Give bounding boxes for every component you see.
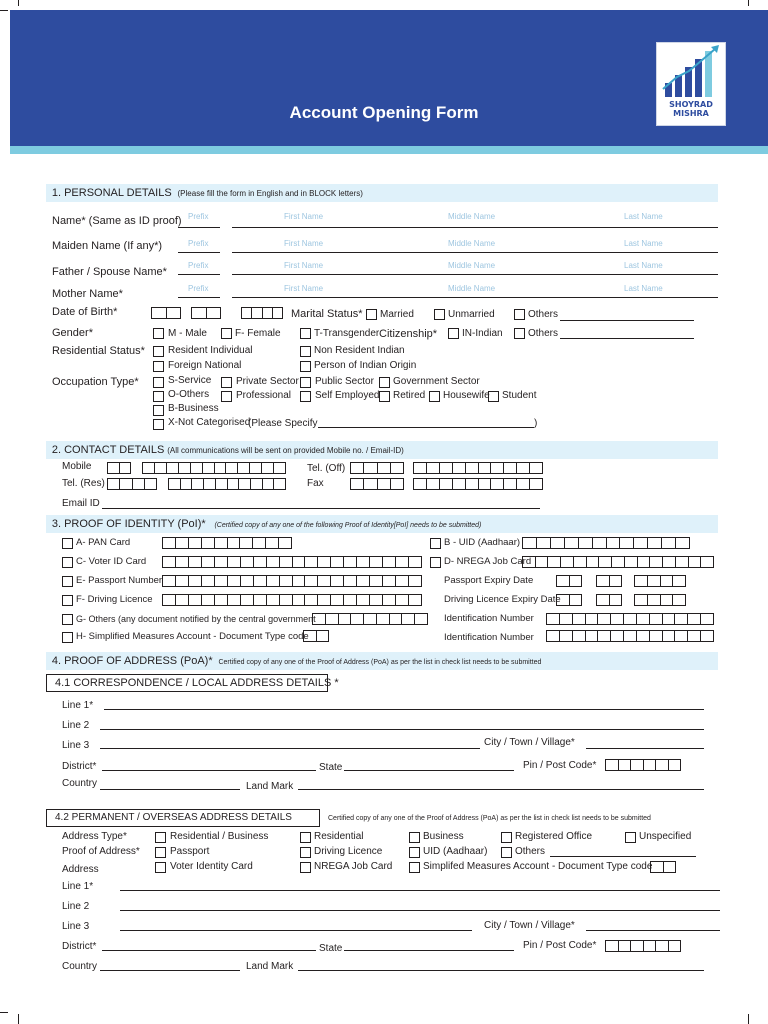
public-sector-label: Public Sector — [315, 376, 374, 387]
section-heading: 1. PERSONAL DETAILS — [51, 187, 172, 199]
company-logo — [656, 42, 726, 126]
housewife-label: Housewife — [443, 390, 490, 401]
unmarried-label: Unmarried — [448, 309, 495, 320]
student-label: Student — [502, 390, 537, 401]
indian-checkbox[interactable] — [448, 328, 459, 339]
driving-licence-boxes[interactable] — [162, 594, 422, 606]
country-input[interactable] — [100, 789, 240, 790]
last-name-placeholder: Last Name — [624, 212, 663, 221]
voter-addr-label: Voter Identity Card — [170, 861, 253, 872]
others-addr-checkbox[interactable] — [501, 847, 512, 858]
dl-expiry-year[interactable] — [634, 594, 686, 606]
nrega-boxes[interactable] — [522, 556, 714, 568]
citizenship-others-checkbox[interactable] — [514, 328, 525, 339]
close-paren: ) — [534, 418, 538, 429]
student-checkbox[interactable] — [488, 391, 499, 402]
perm-line2-label: Line 2 — [62, 901, 90, 912]
last-name-placeholder: Last Name — [624, 239, 663, 248]
res-business-label: Residential / Business — [170, 831, 269, 842]
crop-mark — [0, 1012, 8, 1013]
passport-addr-label: Passport — [170, 846, 210, 857]
foreign-national-label: Foreign National — [168, 360, 242, 371]
residential-checkbox[interactable] — [300, 832, 311, 843]
not-categorised-checkbox[interactable] — [153, 419, 164, 430]
tel-res-number-boxes[interactable] — [168, 478, 286, 490]
landmark-input[interactable] — [298, 789, 704, 790]
svg-text:SHOYRAD: SHOYRAD — [669, 100, 713, 109]
res-business-checkbox[interactable] — [155, 832, 166, 843]
government-sector-checkbox[interactable] — [379, 377, 390, 388]
mobile-label: Mobile — [62, 461, 92, 472]
male-label: M - Male — [168, 328, 207, 339]
passport-expiry-day[interactable] — [556, 575, 582, 587]
identification-number-label: Identification Number — [444, 613, 534, 624]
marital-status-label: Marital Status* — [291, 308, 363, 320]
prefix-line[interactable] — [178, 297, 220, 298]
simplified-addr-code-boxes[interactable] — [650, 861, 676, 873]
business-checkbox[interactable] — [153, 405, 164, 416]
svg-text:MISHRA: MISHRA — [673, 109, 709, 118]
dob-day-boxes[interactable] — [151, 307, 181, 319]
nrega-label: D- NREGA Job Card — [444, 556, 532, 567]
country-label: Country — [62, 778, 98, 789]
first-name-placeholder: First Name — [284, 239, 324, 248]
citizenship-others-label: Others — [528, 328, 559, 339]
passport-addr-checkbox[interactable] — [155, 847, 166, 858]
others-addr-label: Others — [515, 846, 546, 857]
middle-name-placeholder: Middle Name — [448, 239, 496, 248]
mobile-number-boxes[interactable] — [142, 462, 286, 474]
marital-others-checkbox[interactable] — [514, 309, 525, 320]
dl-expiry-label: Driving Licence Expiry Date — [444, 594, 561, 605]
perm-landmark-label: Land Mark — [246, 961, 294, 972]
crop-mark — [0, 10, 8, 11]
passport-number-label: E- Passport Number — [76, 575, 163, 586]
others-occupation-label: O-Others — [168, 389, 210, 400]
occupation-label: Occupation Type* — [52, 376, 139, 388]
other-doc-label: G- Others (any document notified by the central government — [76, 614, 316, 624]
nrega-checkbox[interactable] — [430, 557, 441, 568]
male-checkbox[interactable] — [153, 328, 164, 339]
line1-label: Line 1* — [62, 700, 94, 711]
passport-expiry-label: Passport Expiry Date — [444, 575, 534, 586]
resident-individual-label: Resident Individual — [168, 345, 253, 356]
pan-boxes[interactable] — [162, 537, 292, 549]
prefix-line[interactable] — [178, 252, 220, 253]
fax-number-boxes[interactable] — [413, 478, 543, 490]
service-checkbox[interactable] — [153, 377, 164, 388]
uid-boxes[interactable] — [522, 537, 690, 549]
line2-label: Line 2 — [62, 720, 90, 731]
self-employed-label: Self Employed — [315, 390, 380, 401]
professional-label: Professional — [236, 390, 292, 401]
transgender-checkbox[interactable] — [300, 328, 311, 339]
crop-mark — [18, 1014, 19, 1024]
section-note: Certified copy of any one of the Proof of Address (PoA) as per the list in check list needs to be submitted — [218, 659, 542, 666]
perm-line1-input[interactable] — [120, 890, 720, 891]
last-name-placeholder: Last Name — [624, 261, 663, 270]
identification-number-boxes[interactable] — [546, 613, 714, 625]
perm-line2-input[interactable] — [120, 910, 720, 911]
nrega-addr-label: NREGA Job Card — [314, 861, 393, 872]
female-label: F- Female — [235, 328, 281, 339]
marital-others-label: Others — [528, 309, 559, 320]
retired-label: Retired — [393, 390, 426, 401]
correspondence-address-heading: 4.1 CORRESPONDENCE / LOCAL ADDRESS DETAILS * — [46, 674, 328, 692]
business-label: B-Business — [168, 403, 219, 414]
simplified-addr-label: Simplifed Measures Account - Document Type code — [423, 861, 653, 872]
maiden-name-label: Maiden Name (If any*) — [52, 240, 163, 252]
public-sector-checkbox[interactable] — [300, 377, 311, 388]
poa-note: Certified copy of any one of the Proof of Address (PoA) as per the list in check list needs to be submitted — [328, 815, 651, 822]
pin-label: Pin / Post Code* — [523, 760, 597, 771]
last-name-placeholder: Last Name — [624, 284, 663, 293]
prefix-placeholder: Prefix — [188, 239, 209, 248]
professional-checkbox[interactable] — [221, 391, 232, 402]
married-label: Married — [380, 309, 414, 320]
voter-id-label: C- Voter ID Card — [76, 556, 147, 567]
line3-input[interactable] — [100, 748, 480, 749]
crop-mark — [748, 1014, 749, 1024]
father-spouse-label: Father / Spouse Name* — [52, 266, 167, 278]
email-line[interactable] — [102, 508, 540, 509]
tel-res-code-boxes[interactable] — [107, 478, 157, 490]
pio-checkbox[interactable] — [300, 361, 311, 372]
pan-checkbox[interactable] — [62, 538, 73, 549]
citizenship-label: Citizenship* — [379, 328, 438, 340]
middle-name-placeholder: Middle Name — [448, 261, 496, 270]
email-label: Email ID — [62, 498, 100, 509]
permanent-address-heading: 4.2 PERMANENT / OVERSEAS ADDRESS DETAILS — [46, 809, 320, 827]
crop-mark — [748, 0, 749, 6]
nri-label: Non Resident Indian — [314, 345, 405, 356]
uid-checkbox[interactable] — [430, 538, 441, 549]
voter-addr-checkbox[interactable] — [155, 862, 166, 873]
resident-individual-checkbox[interactable] — [153, 346, 164, 357]
driving-licence-checkbox[interactable] — [62, 595, 73, 606]
married-checkbox[interactable] — [366, 309, 377, 320]
landmark-label: Land Mark — [246, 781, 294, 792]
name-label: Name* (Same as ID proof) — [52, 215, 182, 227]
first-name-placeholder: First Name — [284, 261, 324, 270]
business-addr-label: Business — [423, 831, 464, 842]
line3-label: Line 3 — [62, 740, 90, 751]
tel-off-number-boxes[interactable] — [413, 462, 543, 474]
transgender-label: T-Transgender — [314, 328, 380, 339]
gender-label: Gender* — [52, 327, 93, 339]
dob-year-boxes[interactable] — [241, 307, 283, 319]
perm-line1-label: Line 1* — [62, 881, 94, 892]
perm-district-input[interactable] — [102, 950, 316, 951]
name-line[interactable] — [232, 297, 718, 298]
other-doc-checkbox[interactable] — [62, 614, 73, 625]
header-banner — [10, 10, 768, 146]
pin-boxes[interactable] — [605, 759, 681, 771]
section-personal-details — [46, 184, 718, 202]
dl-addr-label: Driving Licence — [314, 846, 383, 857]
unspecified-checkbox[interactable] — [625, 832, 636, 843]
line2-input[interactable] — [100, 729, 704, 730]
simplified-label: H- Simplified Measures Account - Document Type code — [76, 631, 309, 642]
perm-state-label: State — [319, 943, 343, 954]
mother-name-label: Mother Name* — [52, 288, 123, 300]
name-line[interactable] — [232, 227, 718, 228]
perm-landmark-input[interactable] — [298, 970, 704, 971]
simplified-code-boxes[interactable] — [303, 630, 329, 642]
residential-status-label: Residential Status* — [52, 345, 145, 357]
state-input[interactable] — [344, 770, 514, 771]
voter-id-boxes[interactable] — [162, 556, 422, 568]
uid-addr-checkbox[interactable] — [409, 847, 420, 858]
middle-name-placeholder: Middle Name — [448, 212, 496, 221]
passport-boxes[interactable] — [162, 575, 422, 587]
driving-licence-label: F- Driving Licence — [76, 594, 153, 605]
poa-label: Proof of Address* — [62, 846, 140, 857]
perm-country-input[interactable] — [100, 970, 240, 971]
name-line[interactable] — [232, 252, 718, 253]
form-title: Account Opening Form — [289, 103, 479, 122]
city-label: City / Town / Village* — [484, 737, 575, 748]
dob-month-boxes[interactable] — [191, 307, 221, 319]
perm-city-label: City / Town / Village* — [484, 920, 575, 931]
middle-name-placeholder: Middle Name — [448, 284, 496, 293]
perm-city-input[interactable] — [586, 930, 720, 931]
other-doc-code-boxes[interactable] — [312, 613, 428, 625]
government-sector-label: Government Sector — [393, 376, 480, 387]
district-input[interactable] — [102, 770, 316, 771]
crop-mark — [18, 0, 19, 6]
section-contact-details — [46, 441, 718, 459]
state-label: State — [319, 762, 343, 773]
indian-label: IN-Indian — [462, 328, 503, 339]
registered-office-checkbox[interactable] — [501, 832, 512, 843]
retired-checkbox[interactable] — [379, 391, 390, 402]
simplified-addr-checkbox[interactable] — [409, 862, 420, 873]
prefix-line[interactable] — [178, 274, 220, 275]
passport-expiry-year[interactable] — [634, 575, 686, 587]
identification-number-boxes[interactable] — [546, 630, 714, 642]
city-input[interactable] — [586, 748, 704, 749]
section-heading: 4. PROOF OF ADDRESS (PoA)* — [51, 655, 213, 667]
header-stripe — [10, 146, 768, 154]
prefix-line[interactable] — [178, 227, 220, 228]
registered-office-label: Registered Office — [515, 831, 593, 842]
prefix-placeholder: Prefix — [188, 284, 209, 293]
section-proof-of-identity — [46, 515, 718, 533]
passport-checkbox[interactable] — [62, 576, 73, 587]
perm-district-label: District* — [62, 941, 97, 952]
section-heading: 3. PROOF OF IDENTITY (PoI)* — [51, 518, 206, 530]
tel-off-code-boxes[interactable] — [350, 462, 404, 474]
identification-number-label: Identification Number — [444, 632, 534, 643]
unspecified-label: Unspecified — [639, 831, 692, 842]
name-line[interactable] — [232, 274, 718, 275]
tel-res-label: Tel. (Res) — [62, 478, 105, 489]
dl-addr-checkbox[interactable] — [300, 847, 311, 858]
unmarried-checkbox[interactable] — [434, 309, 445, 320]
mobile-code-boxes[interactable] — [107, 462, 131, 474]
line1-input[interactable] — [104, 709, 704, 710]
section-note: (Please fill the form in English and in BLOCK letters) — [177, 189, 363, 198]
passport-expiry-month[interactable] — [596, 575, 622, 587]
perm-country-label: Country — [62, 961, 98, 972]
section-heading: 2. CONTACT DETAILS — [51, 444, 165, 456]
marital-others-line[interactable] — [560, 320, 694, 321]
business-addr-checkbox[interactable] — [409, 832, 420, 843]
perm-pin-label: Pin / Post Code* — [523, 940, 597, 951]
section-note: (All communications will be sent on provided Mobile no. / Email-ID) — [167, 446, 404, 455]
address-label: Address — [62, 864, 99, 875]
first-name-placeholder: First Name — [284, 212, 324, 221]
dl-expiry-day[interactable] — [556, 594, 582, 606]
prefix-placeholder: Prefix — [188, 261, 209, 270]
voter-id-checkbox[interactable] — [62, 557, 73, 568]
pio-label: Person of Indian Origin — [314, 360, 417, 371]
private-sector-label: Private Sector — [236, 376, 299, 387]
section-note: (Certified copy of any one of the following Proof of Identity[PoI] needs to be submitted) — [214, 522, 482, 529]
uid-addr-label: UID (Aadhaar) — [423, 846, 488, 857]
uid-label: B - UID (Aadhaar) — [444, 537, 521, 548]
nri-checkbox[interactable] — [300, 346, 311, 357]
tel-off-label: Tel. (Off) — [307, 463, 346, 474]
self-employed-checkbox[interactable] — [300, 391, 311, 402]
perm-line3-input[interactable] — [120, 930, 472, 931]
district-label: District* — [62, 761, 97, 772]
section-proof-of-address — [46, 652, 718, 670]
service-label: S-Service — [168, 375, 212, 386]
nrega-addr-checkbox[interactable] — [300, 862, 311, 873]
first-name-placeholder: First Name — [284, 284, 324, 293]
address-type-label: Address Type* — [62, 831, 127, 842]
perm-state-input[interactable] — [344, 950, 514, 951]
dl-expiry-month[interactable] — [596, 594, 622, 606]
female-checkbox[interactable] — [221, 328, 232, 339]
residential-label: Residential — [314, 831, 364, 842]
prefix-placeholder: Prefix — [188, 212, 209, 221]
please-specify-line[interactable] — [318, 427, 534, 428]
private-sector-checkbox[interactable] — [221, 377, 232, 388]
please-specify-label: (Please Specify — [248, 418, 318, 429]
simplified-checkbox[interactable] — [62, 632, 73, 643]
pan-label: A- PAN Card — [76, 537, 131, 548]
dob-label: Date of Birth* — [52, 306, 118, 318]
fax-code-boxes[interactable] — [350, 478, 404, 490]
others-addr-line[interactable] — [550, 856, 696, 857]
perm-pin-boxes[interactable] — [605, 940, 681, 952]
not-categorised-label: X-Not Categorised — [168, 417, 251, 428]
perm-line3-label: Line 3 — [62, 921, 90, 932]
citizenship-others-line[interactable] — [560, 338, 694, 339]
housewife-checkbox[interactable] — [429, 391, 440, 402]
fax-label: Fax — [307, 478, 324, 489]
foreign-national-checkbox[interactable] — [153, 361, 164, 372]
others-occupation-checkbox[interactable] — [153, 391, 164, 402]
